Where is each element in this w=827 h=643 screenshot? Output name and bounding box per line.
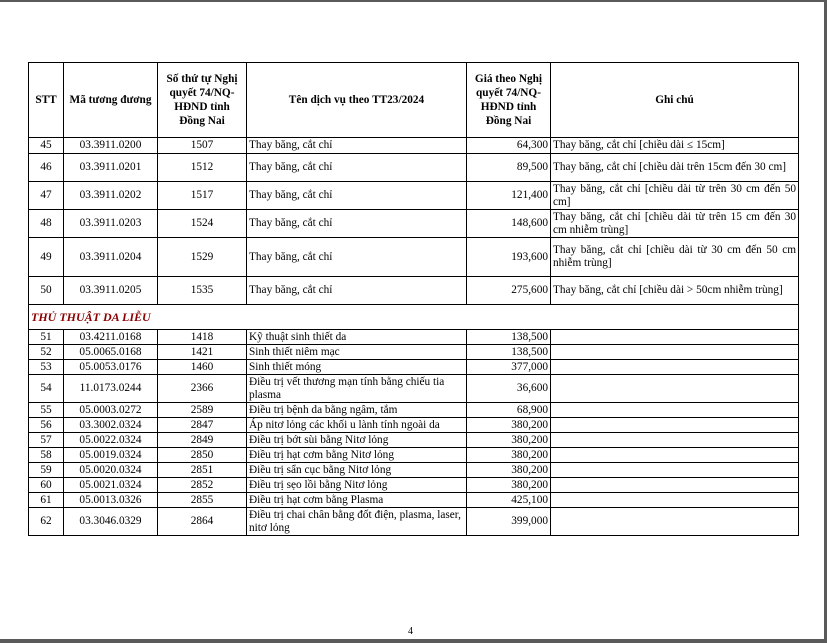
cell-ten: Điều trị bệnh da bằng ngâm, tắm — [247, 403, 467, 418]
table-header-row — [29, 63, 799, 138]
cell-ten: Kỹ thuật sinh thiết da — [247, 330, 467, 345]
table-row — [29, 478, 799, 493]
cell-gia: 380,200 — [467, 448, 551, 463]
header-ghi-chu: Ghi chú — [551, 63, 799, 138]
cell-ten: Điều trị hạt cơm bằng Plasma — [247, 493, 467, 508]
cell-ma: 05.0003.0272 — [64, 403, 158, 418]
table-row — [29, 182, 799, 210]
cell-so: 2366 — [158, 375, 247, 403]
table-row — [29, 403, 799, 418]
cell-gia: 148,600 — [467, 210, 551, 238]
cell-stt: 50 — [29, 277, 64, 305]
page-frame-top — [0, 0, 827, 2]
cell-so: 2855 — [158, 493, 247, 508]
cell-gia: 193,600 — [467, 238, 551, 277]
table-row — [29, 508, 799, 536]
cell-so: 1421 — [158, 345, 247, 360]
table-row — [29, 375, 799, 403]
cell-ten: Điều trị hạt cơm bằng Nitơ lỏng — [247, 448, 467, 463]
cell-so: 1512 — [158, 154, 247, 182]
cell-ma: 05.0053.0176 — [64, 360, 158, 375]
table-row — [29, 210, 799, 238]
cell-so: 1418 — [158, 330, 247, 345]
cell-so: 2850 — [158, 448, 247, 463]
cell-ma: 05.0021.0324 — [64, 478, 158, 493]
cell-ma: 03.4211.0168 — [64, 330, 158, 345]
cell-ma: 03.3911.0200 — [64, 138, 158, 154]
cell-ghi-chu: Thay băng, cắt chỉ [chiều dài từ trên 15 cm đến 30 cm nhiễm trùng] — [551, 210, 799, 238]
cell-ma: 11.0173.0244 — [64, 375, 158, 403]
cell-stt: 51 — [29, 330, 64, 345]
price-table — [28, 62, 799, 536]
cell-ten: Sinh thiết niêm mạc — [247, 345, 467, 360]
cell-ghi-chu — [551, 508, 799, 536]
cell-ten: Thay băng, cắt chỉ — [247, 238, 467, 277]
cell-gia: 121,400 — [467, 182, 551, 210]
cell-ma: 03.3911.0202 — [64, 182, 158, 210]
cell-ma: 05.0013.0326 — [64, 493, 158, 508]
cell-gia: 89,500 — [467, 154, 551, 182]
cell-ghi-chu — [551, 478, 799, 493]
header-ma-tuong-duong: Mã tương đương — [64, 63, 158, 138]
cell-ma: 05.0065.0168 — [64, 345, 158, 360]
cell-stt: 54 — [29, 375, 64, 403]
page-number: 4 — [408, 626, 413, 637]
cell-gia: 380,200 — [467, 463, 551, 478]
cell-stt: 48 — [29, 210, 64, 238]
cell-so: 1535 — [158, 277, 247, 305]
cell-ma: 03.3911.0205 — [64, 277, 158, 305]
cell-ten: Thay băng, cắt chỉ — [247, 154, 467, 182]
cell-gia: 425,100 — [467, 493, 551, 508]
cell-ten: Điều trị vết thương mạn tính bằng chiếu tia plasma — [247, 375, 467, 403]
cell-ten: Sinh thiết móng — [247, 360, 467, 375]
table-row — [29, 138, 799, 154]
cell-stt: 62 — [29, 508, 64, 536]
cell-gia: 64,300 — [467, 138, 551, 154]
cell-ma: 05.0022.0324 — [64, 433, 158, 448]
section-title: THỦ THUẬT DA LIỄU — [29, 305, 799, 330]
cell-gia: 380,200 — [467, 478, 551, 493]
cell-gia: 377,000 — [467, 360, 551, 375]
header-so-thu-tu: Số thứ tự Nghị quyết 74/NQ-HĐND tỉnh Đồng Nai — [158, 63, 247, 138]
cell-gia: 275,600 — [467, 277, 551, 305]
cell-so: 1517 — [158, 182, 247, 210]
cell-stt: 61 — [29, 493, 64, 508]
cell-ma: 05.0019.0324 — [64, 448, 158, 463]
table-row — [29, 277, 799, 305]
cell-ten: Áp nitơ lỏng các khối u lành tính ngoài da — [247, 418, 467, 433]
cell-ma: 03.3911.0201 — [64, 154, 158, 182]
table-row — [29, 493, 799, 508]
cell-gia: 380,200 — [467, 433, 551, 448]
cell-ten: Thay băng, cắt chỉ — [247, 138, 467, 154]
cell-ghi-chu — [551, 375, 799, 403]
cell-gia: 36,600 — [467, 375, 551, 403]
cell-stt: 46 — [29, 154, 64, 182]
cell-gia: 138,500 — [467, 330, 551, 345]
cell-ghi-chu — [551, 330, 799, 345]
cell-ghi-chu — [551, 345, 799, 360]
cell-ma: 03.3911.0204 — [64, 238, 158, 277]
cell-ten: Điều trị chai chân bằng đốt điện, plasma, laser, nitơ lỏng — [247, 508, 467, 536]
table-row — [29, 360, 799, 375]
cell-ma: 03.3046.0329 — [64, 508, 158, 536]
header-ten-dich-vu: Tên dịch vụ theo TT23/2024 — [247, 63, 467, 138]
cell-ma: 03.3911.0203 — [64, 210, 158, 238]
cell-ghi-chu — [551, 403, 799, 418]
cell-ten: Thay băng, cắt chỉ — [247, 210, 467, 238]
cell-ghi-chu — [551, 493, 799, 508]
cell-ten: Điều trị bớt sùi bằng Nitơ lỏng — [247, 433, 467, 448]
cell-stt: 57 — [29, 433, 64, 448]
cell-gia: 68,900 — [467, 403, 551, 418]
cell-gia: 138,500 — [467, 345, 551, 360]
cell-stt: 47 — [29, 182, 64, 210]
table-row — [29, 418, 799, 433]
cell-so: 1507 — [158, 138, 247, 154]
header-stt: STT — [29, 63, 64, 138]
table-row — [29, 463, 799, 478]
cell-stt: 55 — [29, 403, 64, 418]
cell-stt: 58 — [29, 448, 64, 463]
cell-so: 2849 — [158, 433, 247, 448]
header-gia: Giá theo Nghị quyết 74/NQ-HĐND tỉnh Đồng Nai — [467, 63, 551, 138]
table-row — [29, 238, 799, 277]
cell-so: 2847 — [158, 418, 247, 433]
cell-so: 1529 — [158, 238, 247, 277]
cell-ghi-chu: Thay băng, cắt chỉ [chiều dài từ 30 cm đến 50 cm nhiễm trùng] — [551, 238, 799, 277]
cell-ghi-chu — [551, 360, 799, 375]
cell-ten: Điều trị sẩn cục bằng Nitơ lỏng — [247, 463, 467, 478]
cell-so: 1524 — [158, 210, 247, 238]
cell-stt: 49 — [29, 238, 64, 277]
cell-stt: 56 — [29, 418, 64, 433]
cell-gia: 380,200 — [467, 418, 551, 433]
table-row — [29, 345, 799, 360]
cell-ghi-chu: Thay băng, cắt chỉ [chiều dài trên 15cm đến 30 cm] — [551, 154, 799, 182]
table-row — [29, 330, 799, 345]
cell-ghi-chu: Thay băng, cắt chỉ [chiều dài từ trên 30 cm đến 50 cm] — [551, 182, 799, 210]
cell-so: 2589 — [158, 403, 247, 418]
table-row — [29, 448, 799, 463]
cell-ten: Thay băng, cắt chỉ — [247, 277, 467, 305]
cell-ten: Thay băng, cắt chỉ — [247, 182, 467, 210]
page-frame-bottom — [0, 639, 827, 643]
table-row — [29, 433, 799, 448]
cell-stt: 53 — [29, 360, 64, 375]
cell-so: 2852 — [158, 478, 247, 493]
cell-stt: 60 — [29, 478, 64, 493]
cell-ghi-chu: Thay băng, cắt chỉ [chiều dài > 50cm nhiễm trùng] — [551, 277, 799, 305]
cell-stt: 52 — [29, 345, 64, 360]
cell-ghi-chu — [551, 418, 799, 433]
cell-ghi-chu: Thay băng, cắt chỉ [chiều dài ≤ 15cm] — [551, 138, 799, 154]
cell-ghi-chu — [551, 448, 799, 463]
cell-so: 2851 — [158, 463, 247, 478]
cell-gia: 399,000 — [467, 508, 551, 536]
cell-stt: 59 — [29, 463, 64, 478]
cell-ma: 05.0020.0324 — [64, 463, 158, 478]
cell-stt: 45 — [29, 138, 64, 154]
cell-ghi-chu — [551, 463, 799, 478]
cell-ma: 03.3002.0324 — [64, 418, 158, 433]
table-row — [29, 154, 799, 182]
cell-ten: Điều trị sẹo lồi bằng Nitơ lỏng — [247, 478, 467, 493]
cell-ghi-chu — [551, 433, 799, 448]
cell-so: 1460 — [158, 360, 247, 375]
cell-so: 2864 — [158, 508, 247, 536]
section-row — [29, 305, 799, 330]
